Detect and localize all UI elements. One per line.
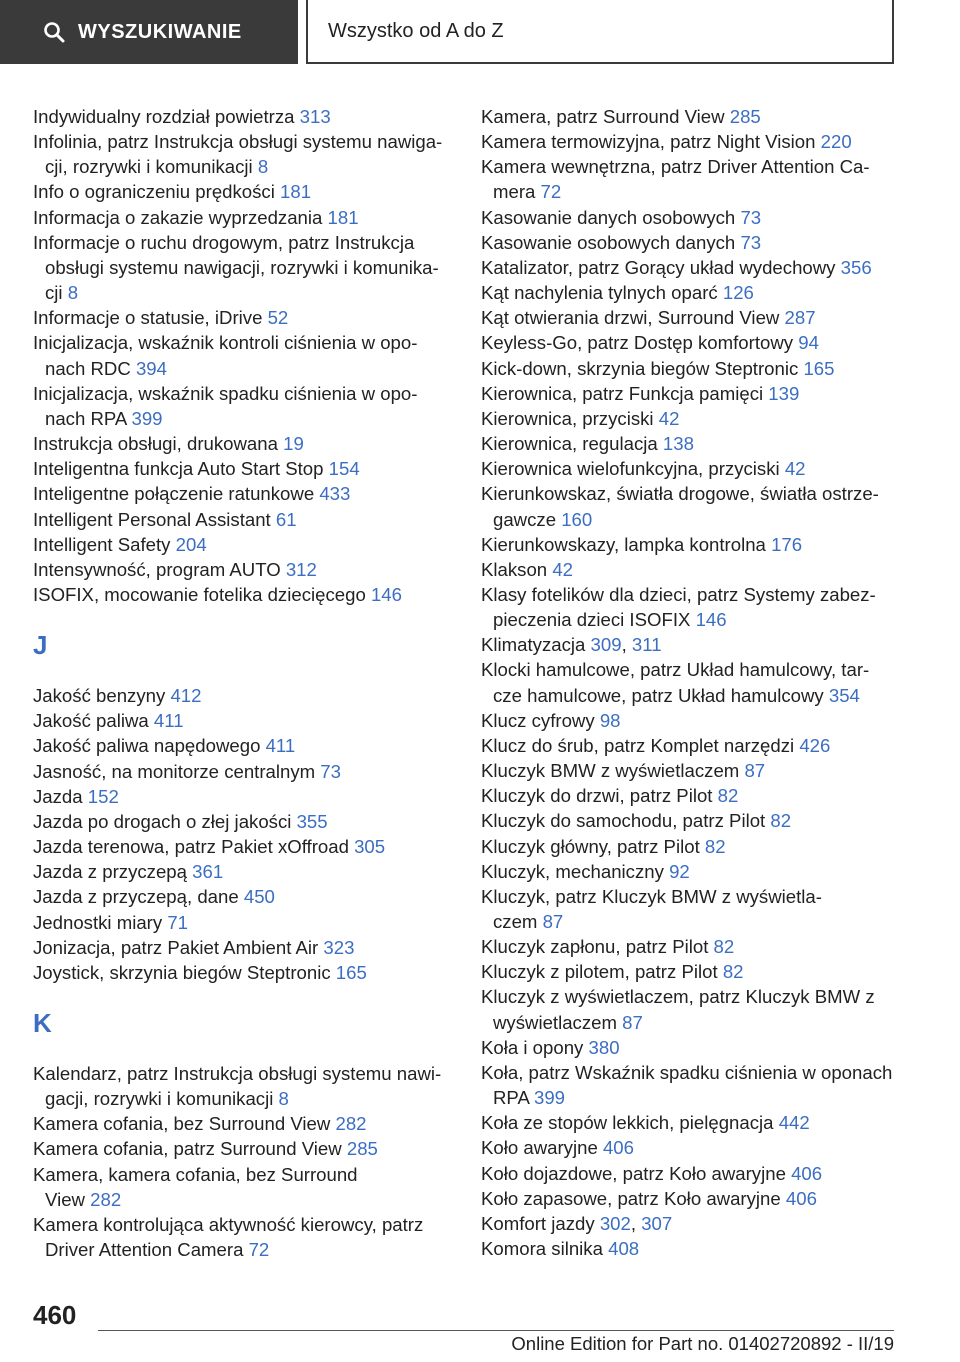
page-link[interactable]: 71: [167, 911, 189, 933]
search-icon: [42, 20, 66, 44]
index-column-right: [481, 104, 901, 1261]
index-entry: [481, 104, 901, 129]
index-entry-text: Jazda po drogach o złej jakości: [33, 810, 297, 832]
index-entry-text: Koło awaryjne: [481, 1137, 603, 1159]
page-number: 460: [33, 1300, 77, 1330]
page-link[interactable]: 152: [87, 785, 119, 807]
search-label: WYSZUKIWANIE: [78, 20, 242, 43]
page-link[interactable]: 176: [771, 533, 803, 555]
page-link[interactable]: 61: [275, 508, 297, 530]
index-entry-text: Inicjalizacja, wskaźnik spadku ciśnienia w opo- nach RPA: [33, 382, 418, 429]
index-entry: [481, 733, 901, 758]
index-entry-text: Kick-down, skrzynia biegów Steptronic: [481, 357, 804, 379]
index-entry-text: Klasy fotelików dla dzieci, patrz Systemy zabez- pieczenia dzieci ISOFIX: [481, 583, 876, 631]
index-entry: [481, 1161, 901, 1186]
page-link[interactable]: 287: [784, 307, 816, 329]
index-entry: [33, 179, 453, 204]
page-link[interactable]: 411: [153, 710, 184, 732]
index-entry: [33, 532, 453, 557]
index-entry: [33, 129, 453, 179]
index-entry: [481, 959, 901, 984]
index-column-left: [33, 104, 453, 1262]
index-entry-text: Kierownica, regulacja: [481, 433, 663, 455]
index-entry-text: Kluczyk, patrz Kluczyk BMW z wyświetla- czem: [481, 885, 822, 932]
index-entry-text: Koła, patrz Wskaźnik spadku ciśnienia w oponach RPA: [481, 1061, 893, 1109]
index-entry: [33, 784, 453, 809]
page-link[interactable]: 406: [602, 1137, 634, 1159]
page-link[interactable]: 154: [328, 458, 360, 480]
index-entry: [481, 230, 901, 255]
page-link[interactable]: 126: [722, 282, 754, 304]
index-entry: [481, 280, 901, 305]
page-link[interactable]: 204: [175, 533, 207, 555]
page-link[interactable]: 181: [280, 181, 312, 203]
index-entry: [481, 859, 901, 884]
index-entry-text: Jazda z przyczepą: [33, 861, 193, 883]
page-link[interactable]: 394: [135, 357, 167, 379]
index-entry: [33, 481, 453, 506]
page-link[interactable]: 282: [90, 1188, 122, 1210]
index-entry: Komfort jazdy 302, 307: [481, 1212, 673, 1234]
index-entry-text: Info o ograniczeniu prędkości: [33, 181, 281, 203]
page-link[interactable]: 82: [704, 835, 726, 857]
index-entry-text: Jazda terenowa, patrz Pakiet xOffroad: [33, 836, 355, 858]
page-link[interactable]: 406: [785, 1187, 817, 1209]
page-link[interactable]: 92: [669, 860, 690, 882]
index-entry: [481, 783, 901, 808]
index-entry: [33, 859, 453, 884]
index-entry-text: Kierownica wielofunkcyjna, przyciski: [481, 458, 785, 480]
footer-edition: Online Edition for Part no. 01402720892 - II/19: [511, 1333, 894, 1354]
page-link[interactable]: 73: [320, 760, 341, 782]
index-entry: [481, 708, 901, 733]
index-entry-text: Kamera cofania, patrz Surround View: [33, 1138, 347, 1160]
index-entry: [481, 330, 901, 355]
index-entry-text: Jednostki miary: [33, 911, 168, 933]
index-entry-text: Jazda z przyczepą, dane: [33, 886, 244, 908]
index-entry: [33, 230, 453, 305]
page-link[interactable]: 138: [662, 433, 694, 455]
index-entry-text: Inteligentna funkcja Auto Start Stop: [33, 458, 329, 480]
index-entry: [33, 834, 453, 859]
index-entry-text: Katalizator, patrz Gorący układ wydechowy: [481, 256, 841, 278]
page-link[interactable]: 426: [799, 734, 831, 756]
page-link[interactable]: 82: [770, 810, 792, 832]
index-entry: [481, 758, 901, 783]
page-link[interactable]: 73: [740, 206, 762, 228]
index-entry-text: Kamera wewnętrzna, patrz Driver Attention Ca- mera: [481, 156, 870, 203]
page-link[interactable]: 355: [296, 810, 328, 832]
index-entry: [481, 431, 901, 456]
page-link[interactable]: 312: [285, 558, 317, 580]
index-entry-text: Keyless-Go, patrz Dostęp komfortowy: [481, 332, 799, 354]
index-entry-text: Kluczyk do drzwi, patrz Pilot: [481, 785, 718, 807]
page-link[interactable]: 98: [599, 709, 621, 731]
index-letter-heading: K: [33, 1008, 52, 1038]
index-entry-text: Klucz do śrub, patrz Komplet narzędzi: [481, 734, 800, 756]
page-link[interactable]: 285: [729, 106, 761, 127]
index-entry: [33, 456, 453, 481]
index-entry-text: Jakość benzyny: [33, 685, 171, 707]
page-link[interactable]: 42: [552, 558, 574, 580]
page-link[interactable]: 406: [791, 1162, 823, 1184]
page-link[interactable]: 87: [622, 1011, 643, 1033]
index-entry-text: Intelligent Safety: [33, 533, 176, 555]
index-entry: [33, 683, 453, 708]
index-entry-text: Koło dojazdowe, patrz Koło awaryjne: [481, 1162, 792, 1184]
index-entry-text: Intelligent Personal Assistant: [33, 508, 276, 530]
index-entry: [33, 1136, 453, 1161]
index-entry: [33, 910, 453, 935]
page-link[interactable]: 361: [192, 861, 224, 883]
page-link[interactable]: 94: [798, 332, 819, 354]
index-entry: [481, 934, 901, 959]
page-link[interactable]: 285: [346, 1138, 378, 1160]
index-entry-text: Klimatyzacja: [481, 634, 591, 656]
page-link[interactable]: 411: [265, 735, 296, 757]
index-entry-text: ISOFIX, mocowanie fotelika dziecięcego: [33, 583, 371, 605]
page-link[interactable]: 380: [588, 1036, 620, 1058]
page-link[interactable]: 220: [820, 131, 852, 153]
index-entry-text: Klakson: [481, 558, 553, 580]
index-entry-text: Kluczyk z wyświetlaczem, patrz Kluczyk BMW z wyświetlaczem: [481, 986, 875, 1033]
page-link[interactable]: 305: [354, 836, 386, 858]
page-link[interactable]: 52: [267, 307, 289, 329]
index-entry-text: Jakość paliwa napędowego: [33, 735, 266, 757]
index-entry-text: Kierunkowskaz, światła drogowe, światła ostrze- gawcze: [481, 483, 879, 530]
page-link[interactable]: 8: [278, 1088, 289, 1110]
index-entry: [33, 1162, 453, 1212]
index-entry: [481, 1135, 901, 1160]
index-entry-text: Kluczyk główny, patrz Pilot: [481, 835, 705, 857]
index-entry: [33, 1212, 453, 1262]
page-link[interactable]: 433: [319, 483, 351, 505]
index-entry: [481, 154, 901, 204]
index-entry-text: Kluczyk, mechaniczny: [481, 860, 670, 882]
index-entry-text: Kalendarz, patrz Instrukcja obsługi systemu nawi- gacji, rozrywki i komunikacji: [33, 1063, 442, 1110]
index-entry-text: Koło zapasowe, patrz Koło awaryjne: [481, 1187, 786, 1209]
index-entry-text: Kamera kontrolująca aktywność kierowcy, patrz Driver Attention Camera: [33, 1213, 424, 1261]
page-link[interactable]: 412: [170, 685, 202, 707]
index-entry: [481, 205, 901, 230]
page-link[interactable]: 302: [599, 1212, 631, 1234]
index-entry: [481, 1236, 901, 1261]
index-entry: [33, 960, 453, 985]
index-entry: [481, 456, 901, 481]
index-entry-text: Kluczyk BMW z wyświetlaczem: [481, 760, 745, 782]
index-entry-text: Kierownica, patrz Funkcja pamięci: [481, 382, 769, 404]
index-entry: [481, 255, 901, 280]
index-entry: [481, 808, 901, 833]
index-entry-text: Informacje o ruchu drogowym, patrz Instrukcja obsługi systemu nawigacji, rozrywki i komunika- cji: [33, 231, 439, 304]
index-entry-text: Infolinia, patrz Instrukcja obsługi systemu nawiga- cji, rozrywki i komunikacji: [33, 131, 443, 178]
index-entry-text: Kierunkowskazy, lampka kontrolna: [481, 533, 772, 555]
index-entry-text: Kamera cofania, bez Surround View: [33, 1113, 336, 1135]
index-entry-text: Kamera termowizyjna, patrz Night Vision: [481, 131, 821, 153]
index-entry-text: Informacje o statusie, iDrive: [33, 307, 268, 329]
index-entry: [481, 1186, 901, 1211]
page-link[interactable]: 307: [641, 1212, 673, 1234]
index-entry: [33, 733, 453, 758]
index-entry-text: Komfort jazdy: [481, 1212, 600, 1234]
index-entry: [33, 1061, 453, 1111]
index-entry: [481, 984, 901, 1034]
index-entry-text: Instrukcja obsługi, drukowana: [33, 433, 284, 455]
index-entry: [33, 330, 453, 380]
index-entry-text: Komora silnika: [481, 1238, 609, 1260]
index-entry: [33, 431, 453, 456]
index-entry: [481, 305, 901, 330]
index-entry: [481, 1110, 901, 1135]
index-entry-text: Inicjalizacja, wskaźnik kontroli ciśnienia w opo- nach RDC: [33, 332, 418, 379]
index-entry-text: Kluczyk do samochodu, patrz Pilot: [481, 810, 771, 832]
page-link[interactable]: 8: [67, 282, 79, 304]
page-link[interactable]: 408: [608, 1238, 640, 1260]
page-link[interactable]: 160: [561, 508, 593, 530]
page-link[interactable]: 450: [243, 886, 275, 908]
index-entry-text: Klucz cyfrowy: [481, 709, 600, 731]
header: [0, 0, 960, 66]
index-entry: [481, 657, 901, 707]
index-entry-text: Klocki hamulcowe, patrz Układ hamulcowy, tar- cze hamulcowe, patrz Układ hamulcowy: [481, 659, 870, 706]
index-entry: [33, 507, 453, 532]
page-link[interactable]: 87: [542, 911, 564, 932]
page-link[interactable]: 42: [784, 458, 806, 480]
index-entry-text: Kamera, patrz Surround View: [481, 106, 730, 127]
index-entry: [33, 381, 453, 431]
index-entry: [33, 1111, 453, 1136]
page-link[interactable]: 42: [658, 407, 680, 429]
page-link[interactable]: 72: [540, 181, 562, 203]
index-entry: [33, 759, 453, 784]
index-entry: [481, 1035, 901, 1060]
index-entry: [481, 884, 901, 934]
index-entry-text: Kierownica, przyciski: [481, 407, 659, 429]
index-entry-text: Joystick, skrzynia biegów Steptronic: [33, 961, 336, 983]
footer-divider: [98, 1330, 894, 1331]
page-link[interactable]: 354: [828, 684, 860, 706]
page-link[interactable]: 313: [299, 106, 331, 127]
index-entry: Klimatyzacja 309, 311: [481, 634, 662, 656]
index-entry-text: Jakość paliwa: [33, 710, 154, 732]
page-link[interactable]: 165: [335, 961, 367, 983]
page-link[interactable]: 8: [257, 156, 269, 178]
page-link[interactable]: 87: [744, 760, 766, 782]
index-entry: [33, 708, 453, 733]
page-link[interactable]: 356: [840, 256, 872, 278]
index-entry-text: Koła i opony: [481, 1036, 589, 1058]
page-link[interactable]: 399: [534, 1087, 566, 1109]
page-link[interactable]: 72: [248, 1239, 270, 1261]
page-link[interactable]: 82: [713, 936, 735, 958]
index-entry-text: Kluczyk zapłonu, patrz Pilot: [481, 936, 714, 958]
index-entry-text: Kąt nachylenia tylnych oparć: [481, 282, 723, 304]
page-link[interactable]: 165: [803, 357, 835, 379]
index-entry: [481, 381, 901, 406]
index-entry-text: Intensywność, program AUTO: [33, 558, 286, 580]
index-letter-heading: J: [33, 630, 48, 661]
index-entry: [481, 129, 901, 154]
index-entry: [481, 557, 901, 582]
index-entry: [33, 205, 453, 230]
index-entry-text: Informacja o zakazie wyprzedzania: [33, 206, 328, 228]
index-entry-text: Jasność, na monitorze centralnym: [33, 760, 321, 782]
index-entry: [33, 104, 453, 129]
page-link[interactable]: 146: [370, 583, 402, 605]
page-link[interactable]: 442: [778, 1112, 810, 1134]
page-link[interactable]: 311: [631, 634, 662, 656]
index-entry-text: Kamera, kamera cofania, bez Surround View: [33, 1163, 358, 1210]
page-link[interactable]: 73: [740, 231, 762, 253]
index-entry-text: Kasowanie danych osobowych: [481, 206, 741, 228]
index-entry-text: Jazda: [33, 785, 88, 807]
index-entry: [481, 481, 901, 531]
index-entry: [481, 834, 901, 859]
index-entry-text: Jonizacja, patrz Pakiet Ambient Air: [33, 936, 324, 958]
index-entry: [481, 406, 901, 431]
page-link[interactable]: 146: [695, 609, 727, 631]
index-entry: [481, 1060, 901, 1110]
index-entry: [481, 356, 901, 381]
index-entry-text: Koła ze stopów lekkich, pielęgnacja: [481, 1112, 779, 1134]
page-link[interactable]: 399: [131, 407, 163, 429]
page-link[interactable]: 282: [335, 1113, 367, 1135]
index-entry: [481, 532, 901, 557]
index-entry-text: Kąt otwierania drzwi, Surround View: [481, 307, 785, 329]
index-entry: [481, 582, 901, 632]
index-entry: [33, 935, 453, 960]
index-entry-text: Indywidualny rozdział powietrza: [33, 106, 300, 127]
page-link[interactable]: 139: [768, 382, 800, 404]
index-entry: [33, 884, 453, 909]
section-title-tab[interactable]: Wszystko od A do Z: [306, 0, 894, 64]
index-entry: [33, 582, 453, 607]
index-entry: [33, 557, 453, 582]
page-link[interactable]: 309: [590, 634, 622, 656]
page-link[interactable]: 181: [327, 206, 359, 228]
search-button[interactable]: [0, 0, 298, 64]
page-link[interactable]: 82: [717, 785, 739, 807]
page-link[interactable]: 323: [323, 936, 355, 958]
page-link[interactable]: 19: [283, 433, 304, 455]
index-entry: [33, 809, 453, 834]
index-entry-text: Inteligentne połączenie ratunkowe: [33, 483, 320, 505]
index-entry-text: Kasowanie osobowych danych: [481, 231, 741, 253]
page-link[interactable]: 82: [722, 961, 744, 983]
index-entry-text: Kluczyk z pilotem, patrz Pilot: [481, 961, 723, 983]
index-entry: [33, 305, 453, 330]
